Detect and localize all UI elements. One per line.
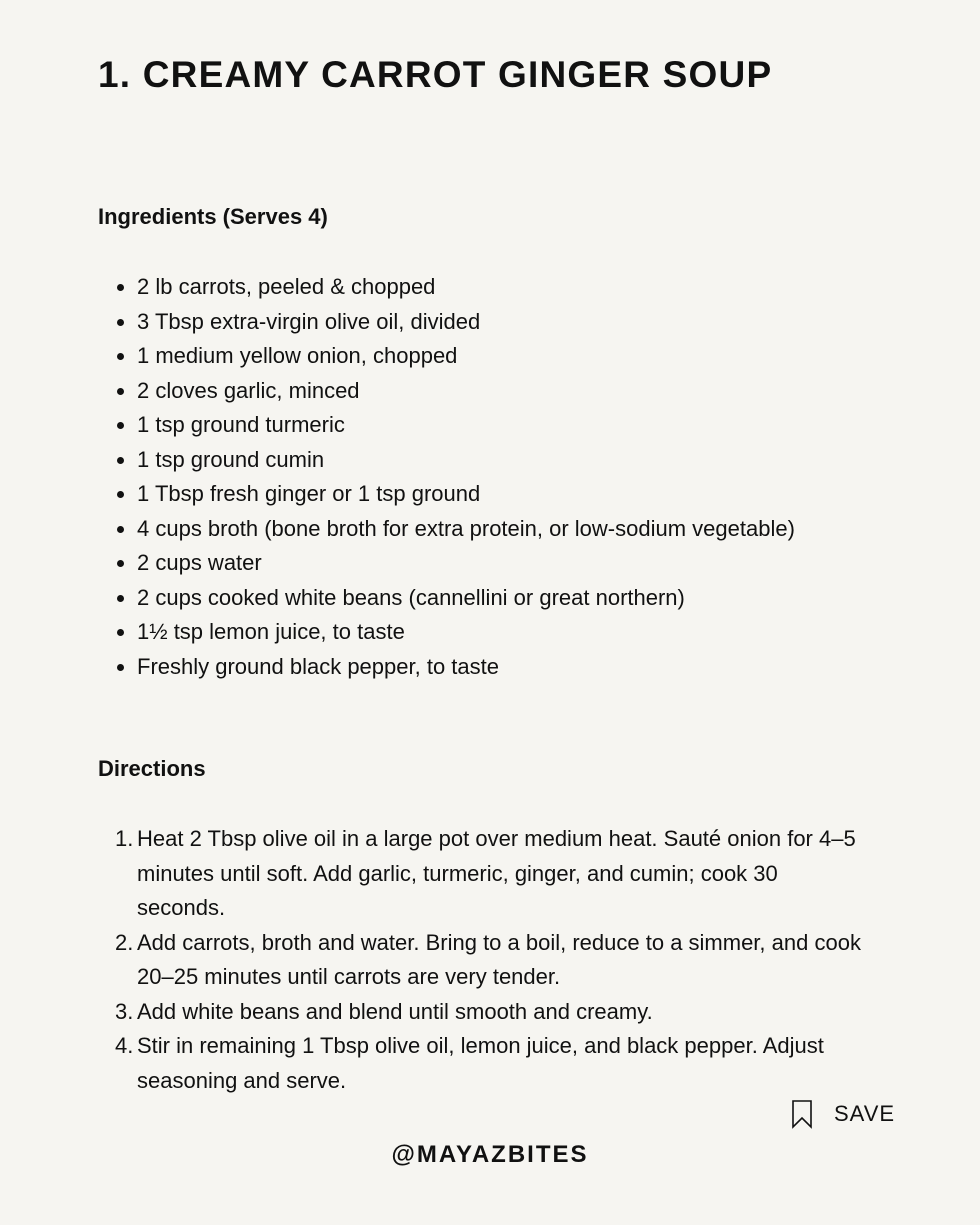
ingredient-item: 1 Tbsp fresh ginger or 1 tsp ground <box>137 477 867 512</box>
ingredient-item: 1 medium yellow onion, chopped <box>137 339 867 374</box>
ingredient-item: 2 cups water <box>137 546 867 581</box>
step-text: Heat 2 Tbsp olive oil in a large pot over medium heat. Sauté onion for 4–5 minutes until soft. Add garlic, turmeric, ginger, and cumin; cook 30 seconds. <box>137 826 856 920</box>
step-text: Add white beans and blend until smooth and creamy. <box>137 998 653 1024</box>
step-number: 3. <box>115 998 134 1024</box>
ingredient-item: 4 cups broth (bone broth for extra protein, or low-sodium vegetable) <box>137 512 867 547</box>
ingredient-item: 2 cloves garlic, minced <box>137 374 867 409</box>
ingredients-heading: Ingredients (Serves 4) <box>98 204 328 229</box>
direction-step <box>115 995 867 1030</box>
ingredient-item: 1½ tsp lemon juice, to taste <box>137 615 867 650</box>
step-text: Add carrots, broth and water. Bring to a boil, reduce to a simmer, and cook 20–25 minutes until carrots are very tender. <box>137 929 861 989</box>
ingredient-item: 1 tsp ground cumin <box>137 443 867 478</box>
step-number: 2. <box>115 929 134 955</box>
step-number: 1. <box>115 826 134 851</box>
bookmark-icon <box>790 1099 814 1129</box>
ingredients-list <box>137 270 867 684</box>
directions-list <box>115 822 867 1098</box>
ingredient-item: Freshly ground black pepper, to taste <box>137 650 867 685</box>
save-label: SAVE <box>834 1101 896 1126</box>
step-text: Stir in remaining 1 Tbsp olive oil, lemon juice, and black pepper. Adjust seasoning and serve. <box>137 1033 824 1093</box>
recipe-title: 1. CREAMY CARROT GINGER SOUP <box>98 54 773 95</box>
ingredient-item: 3 Tbsp extra-virgin olive oil, divided <box>137 305 867 340</box>
ingredient-item: 2 cups cooked white beans (cannellini or great northern) <box>137 581 867 616</box>
direction-step <box>115 1029 867 1098</box>
directions-heading: Directions <box>98 756 206 781</box>
step-number: 4. <box>115 1033 134 1058</box>
save-button[interactable] <box>790 1098 895 1130</box>
ingredient-item: 2 lb carrots, peeled & chopped <box>137 270 867 305</box>
direction-step <box>115 822 867 926</box>
author-handle: @MAYAZBITES <box>391 1141 589 1168</box>
direction-step <box>115 926 867 995</box>
ingredient-item: 1 tsp ground turmeric <box>137 408 867 443</box>
